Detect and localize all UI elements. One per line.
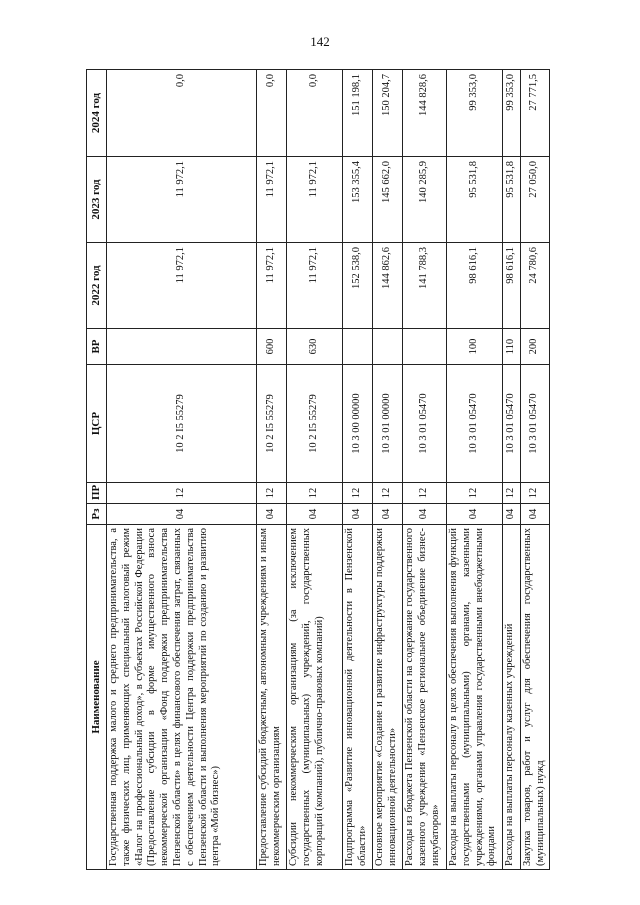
row-vr xyxy=(107,329,257,365)
header-name: Наименование xyxy=(87,525,107,870)
row-2023: 140 285,9 xyxy=(403,157,447,243)
row-pr: 12 xyxy=(287,483,343,504)
row-vr: 110 xyxy=(503,329,521,365)
row-vr xyxy=(373,329,403,365)
row-2024: 150 204,7 xyxy=(373,70,403,157)
table-row xyxy=(257,70,287,870)
row-name: Субсидии некоммерческим организациям (за исключением государственных (муниципальных) учреждений, государственных корпораций (компаний), публично-правовых компаний) xyxy=(287,525,343,870)
row-rz: 04 xyxy=(403,504,447,525)
table-header-row xyxy=(87,70,107,870)
row-2023: 11 972,1 xyxy=(107,157,257,243)
row-2024: 0,0 xyxy=(287,70,343,157)
row-csr: 10 3 00 00000 xyxy=(343,365,373,483)
header-pr: ПР xyxy=(87,483,107,504)
row-pr: 12 xyxy=(521,483,550,504)
row-2024: 0,0 xyxy=(257,70,287,157)
row-2022: 141 788,3 xyxy=(403,243,447,329)
header-csr: ЦСР xyxy=(87,365,107,483)
row-name: Государственная поддержка малого и среднего предпринимательства, а также физических лиц, применяющих специальный налоговый режим «Налог на профессиональный доход», в субъектах Российской Федерации (Предоставление субсидии в форме имущественного взноса некоммерческой организации «Фонд поддержки предпринимательства Пензенской области» в целях финансового обеспечения затрат, связанных с обеспечением деятельности Центра поддержки предпринимательства Пензенской области и выполнения мероприятий по созданию и развитию центра «Мой бизнес») xyxy=(107,525,257,870)
page-number: 142 xyxy=(310,34,330,49)
row-csr: 10 3 01 05470 xyxy=(521,365,550,483)
row-2023: 11 972,1 xyxy=(257,157,287,243)
row-2024: 27 771,5 xyxy=(521,70,550,157)
row-name: Расходы из бюджета Пензенской области на содержание государственного казенного учреждения «Пензенское региональное объединение бизнес-инкубаторов» xyxy=(403,525,447,870)
budget-table xyxy=(86,69,550,870)
row-vr: 630 xyxy=(287,329,343,365)
table-row xyxy=(447,70,503,870)
table-row xyxy=(373,70,403,870)
row-2022: 11 972,1 xyxy=(107,243,257,329)
row-pr: 12 xyxy=(403,483,447,504)
row-csr: 10 3 01 05470 xyxy=(503,365,521,483)
row-rz: 04 xyxy=(257,504,287,525)
row-2024: 144 828,6 xyxy=(403,70,447,157)
row-2024: 99 353,0 xyxy=(503,70,521,157)
row-rz: 04 xyxy=(107,504,257,525)
row-pr: 12 xyxy=(107,483,257,504)
row-name: Расходы на выплаты персоналу казенных учреждений xyxy=(503,525,521,870)
row-pr: 12 xyxy=(373,483,403,504)
row-vr: 600 xyxy=(257,329,287,365)
row-2022: 98 616,1 xyxy=(503,243,521,329)
table-row xyxy=(107,70,257,870)
row-2022: 11 972,1 xyxy=(287,243,343,329)
rotated-table-wrapper xyxy=(86,70,546,870)
row-name: Расходы на выплаты персоналу в целях обеспечения выполнения функций государственными (муниципальными) органами, казенными учреждениями, органами управления государственными внебюджетными фондами xyxy=(447,525,503,870)
row-vr xyxy=(403,329,447,365)
table-row xyxy=(503,70,521,870)
row-rz: 04 xyxy=(521,504,550,525)
row-csr: 10 3 01 00000 xyxy=(373,365,403,483)
row-2023: 95 531,8 xyxy=(447,157,503,243)
row-vr: 200 xyxy=(521,329,550,365)
row-name: Основное мероприятие «Создание и развитие инфраструктуры поддержки инновационной деятельности» xyxy=(373,525,403,870)
row-csr: 10 2 I5 55279 xyxy=(287,365,343,483)
row-2022: 144 862,6 xyxy=(373,243,403,329)
table-row xyxy=(343,70,373,870)
row-2023: 27 050,0 xyxy=(521,157,550,243)
row-2023: 145 662,0 xyxy=(373,157,403,243)
row-2023: 95 531,8 xyxy=(503,157,521,243)
row-pr: 12 xyxy=(503,483,521,504)
row-2023: 153 355,4 xyxy=(343,157,373,243)
row-pr: 12 xyxy=(257,483,287,504)
row-rz: 04 xyxy=(343,504,373,525)
header-2024: 2024 год xyxy=(87,70,107,157)
row-2022: 152 538,0 xyxy=(343,243,373,329)
header-rz: Рз xyxy=(87,504,107,525)
row-2024: 0,0 xyxy=(107,70,257,157)
row-csr: 10 3 01 05470 xyxy=(403,365,447,483)
row-2024: 99 353,0 xyxy=(447,70,503,157)
header-2022: 2022 год xyxy=(87,243,107,329)
row-2023: 11 972,1 xyxy=(287,157,343,243)
row-rz: 04 xyxy=(503,504,521,525)
row-2024: 151 198,1 xyxy=(343,70,373,157)
table-row xyxy=(521,70,550,870)
header-vr: ВР xyxy=(87,329,107,365)
row-name: Закупка товаров, работ и услуг для обеспечения государственных (муниципальных) нужд xyxy=(521,525,550,870)
row-2022: 98 616,1 xyxy=(447,243,503,329)
row-rz: 04 xyxy=(447,504,503,525)
row-csr: 10 3 01 05470 xyxy=(447,365,503,483)
row-name: Подпрограмма «Развитие инновационной деятельности в Пензенской области» xyxy=(343,525,373,870)
row-2022: 11 972,1 xyxy=(257,243,287,329)
header-2023: 2023 год xyxy=(87,157,107,243)
row-csr: 10 2 I5 55279 xyxy=(107,365,257,483)
row-rz: 04 xyxy=(373,504,403,525)
row-vr xyxy=(343,329,373,365)
row-rz: 04 xyxy=(287,504,343,525)
table-row xyxy=(403,70,447,870)
row-2022: 24 780,6 xyxy=(521,243,550,329)
row-vr: 100 xyxy=(447,329,503,365)
row-csr: 10 2 I5 55279 xyxy=(257,365,287,483)
row-name: Предоставление субсидий бюджетным, автономным учреждениям и иным некоммерческим организациям xyxy=(257,525,287,870)
row-pr: 12 xyxy=(343,483,373,504)
table-row xyxy=(287,70,343,870)
row-pr: 12 xyxy=(447,483,503,504)
